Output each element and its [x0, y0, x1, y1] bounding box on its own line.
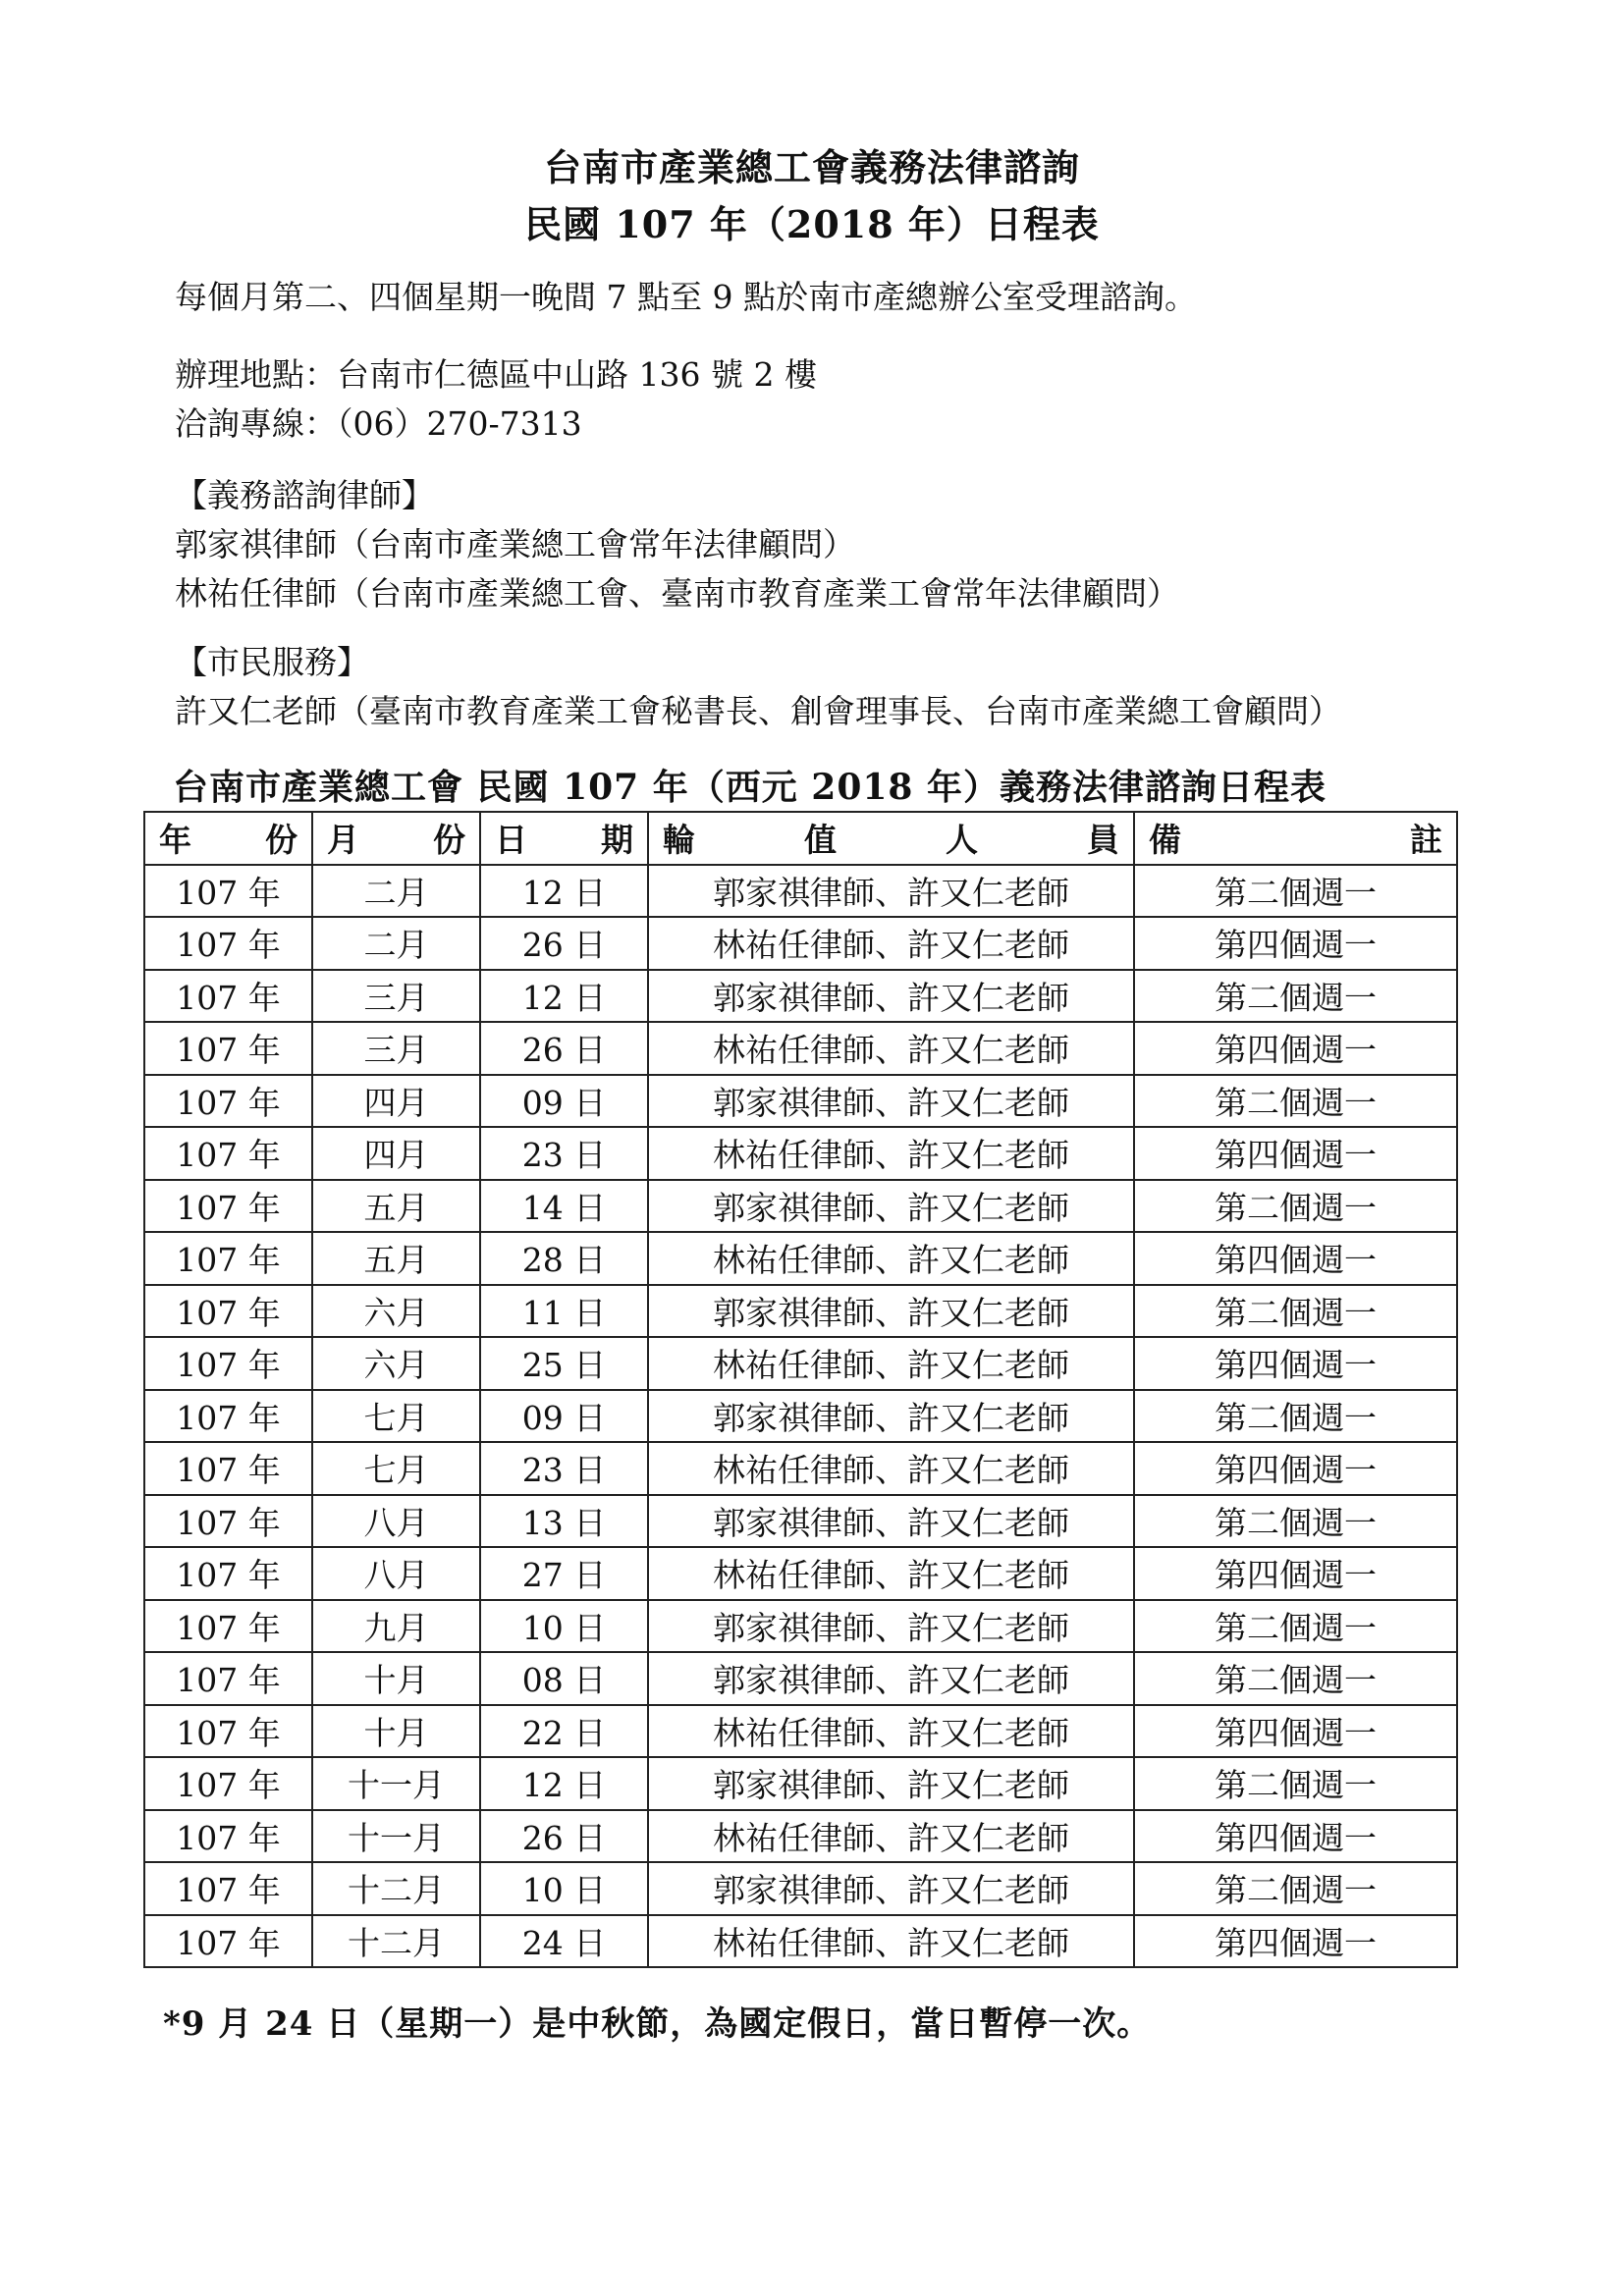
table-row	[144, 865, 1457, 918]
year-cell: 107 年	[144, 865, 312, 918]
header-char: 期	[601, 821, 633, 860]
remark-cell: 第二個週一	[1134, 1757, 1457, 1810]
date-cell: 28 日	[480, 1232, 648, 1285]
table-row	[144, 1180, 1457, 1233]
staff-cell: 郭家祺律師、許又仁老師	[648, 865, 1134, 918]
date-cell: 26 日	[480, 1810, 648, 1863]
schedule-table	[143, 811, 1458, 1968]
table-row	[144, 1547, 1457, 1600]
staff-cell: 郭家祺律師、許又仁老師	[648, 1652, 1134, 1705]
document-subtitle: 民國 107 年（2018 年）日程表	[524, 202, 1100, 246]
citizen-item: 許又仁老師（臺南市教育產業工會秘書長、創會理事長、台南市產業總工會顧問）	[175, 692, 1341, 730]
phone-line: 洽詢專線：（06）270-7313	[175, 404, 582, 443]
table-row	[144, 917, 1457, 970]
table-row	[144, 1390, 1457, 1443]
date-cell: 24 日	[480, 1915, 648, 1968]
month-cell: 四月	[312, 1127, 480, 1180]
staff-cell: 林祐任律師、許又仁老師	[648, 1022, 1134, 1075]
table-row	[144, 1757, 1457, 1810]
staff-cell: 林祐任律師、許又仁老師	[648, 1915, 1134, 1968]
year-cell: 107 年	[144, 1285, 312, 1338]
lawyer-item: 林祐任律師（台南市產業總工會、臺南市教育產業工會常年法律顧問）	[175, 574, 1179, 613]
year-cell: 107 年	[144, 1390, 312, 1443]
year-cell: 107 年	[144, 1022, 312, 1075]
staff-cell: 林祐任律師、許又仁老師	[648, 1232, 1134, 1285]
staff-cell: 郭家祺律師、許又仁老師	[648, 970, 1134, 1023]
table-row	[144, 1127, 1457, 1180]
date-cell: 10 日	[480, 1600, 648, 1653]
staff-cell: 郭家祺律師、許又仁老師	[648, 1600, 1134, 1653]
staff-cell: 郭家祺律師、許又仁老師	[648, 1757, 1134, 1810]
month-cell: 九月	[312, 1600, 480, 1653]
year-cell: 107 年	[144, 1862, 312, 1915]
date-cell: 09 日	[480, 1075, 648, 1128]
month-cell: 六月	[312, 1285, 480, 1338]
table-row	[144, 1915, 1457, 1968]
year-cell: 107 年	[144, 1442, 312, 1495]
header-char: 年	[159, 821, 191, 860]
month-header	[312, 812, 480, 865]
date-cell: 12 日	[480, 865, 648, 918]
header-char: 輪	[663, 821, 695, 860]
remark-cell: 第二個週一	[1134, 1180, 1457, 1233]
year-cell: 107 年	[144, 1547, 312, 1600]
staff-cell: 林祐任律師、許又仁老師	[648, 1442, 1134, 1495]
year-cell: 107 年	[144, 1180, 312, 1233]
date-cell: 23 日	[480, 1127, 648, 1180]
date-cell: 26 日	[480, 917, 648, 970]
header-char: 份	[265, 821, 298, 860]
year-cell: 107 年	[144, 970, 312, 1023]
contact-info	[175, 350, 817, 449]
date-cell: 26 日	[480, 1022, 648, 1075]
month-cell: 四月	[312, 1075, 480, 1128]
table-row	[144, 1022, 1457, 1075]
remark-cell: 第二個週一	[1134, 1862, 1457, 1915]
date-cell: 14 日	[480, 1180, 648, 1233]
table-row	[144, 1600, 1457, 1653]
date-cell: 09 日	[480, 1390, 648, 1443]
lawyers-section	[175, 471, 1179, 618]
remark-cell: 第二個週一	[1134, 970, 1457, 1023]
lawyer-item: 郭家祺律師（台南市產業總工會常年法律顧問）	[175, 525, 855, 563]
header-char: 月	[327, 821, 359, 860]
year-cell: 107 年	[144, 917, 312, 970]
date-cell: 12 日	[480, 1757, 648, 1810]
header-char: 備	[1149, 821, 1181, 860]
date-cell: 13 日	[480, 1495, 648, 1548]
remark-cell: 第四個週一	[1134, 1915, 1457, 1968]
staff-cell: 林祐任律師、許又仁老師	[648, 917, 1134, 970]
date-cell: 27 日	[480, 1547, 648, 1600]
date-cell: 08 日	[480, 1652, 648, 1705]
date-cell: 11 日	[480, 1285, 648, 1338]
citizen-service-section	[175, 638, 1341, 736]
intro-text: 每個月第二、四個星期一晚間 7 點至 9 點於南市產總辦公室受理諮詢。	[175, 278, 1197, 316]
month-cell: 十月	[312, 1652, 480, 1705]
table-title: 台南市產業總工會 民國 107 年（西元 2018 年）義務法律諮詢日程表	[173, 767, 1327, 808]
citizen-heading: 【市民服務】	[175, 643, 369, 681]
header-char: 註	[1410, 821, 1442, 860]
footnote: *9 月 24 日（星期一）是中秋節，為國定假日，當日暫停一次。	[163, 2004, 1152, 2044]
year-cell: 107 年	[144, 1705, 312, 1758]
month-cell: 三月	[312, 1022, 480, 1075]
remark-cell: 第四個週一	[1134, 1705, 1457, 1758]
staff-cell: 郭家祺律師、許又仁老師	[648, 1075, 1134, 1128]
staff-cell: 林祐任律師、許又仁老師	[648, 1705, 1134, 1758]
remark-cell: 第二個週一	[1134, 1075, 1457, 1128]
table-row	[144, 1337, 1457, 1390]
staff-cell: 郭家祺律師、許又仁老師	[648, 1180, 1134, 1233]
remark-cell: 第四個週一	[1134, 1232, 1457, 1285]
remark-header	[1134, 812, 1457, 865]
document-title: 台南市產業總工會義務法律諮詢	[543, 145, 1080, 189]
header-char: 值	[804, 821, 837, 860]
remark-cell: 第二個週一	[1134, 1390, 1457, 1443]
year-cell: 107 年	[144, 1915, 312, 1968]
month-cell: 八月	[312, 1495, 480, 1548]
month-cell: 三月	[312, 970, 480, 1023]
month-cell: 五月	[312, 1180, 480, 1233]
remark-cell: 第二個週一	[1134, 1600, 1457, 1653]
staff-cell: 郭家祺律師、許又仁老師	[648, 1495, 1134, 1548]
table-row	[144, 1705, 1457, 1758]
month-cell: 十一月	[312, 1757, 480, 1810]
remark-cell: 第二個週一	[1134, 1285, 1457, 1338]
month-cell: 十月	[312, 1705, 480, 1758]
remark-cell: 第二個週一	[1134, 1652, 1457, 1705]
header-char: 人	[946, 821, 978, 860]
year-cell: 107 年	[144, 1495, 312, 1548]
date-header	[480, 812, 648, 865]
table-header-row	[144, 812, 1457, 865]
table-row	[144, 1232, 1457, 1285]
year-cell: 107 年	[144, 1127, 312, 1180]
month-cell: 十二月	[312, 1862, 480, 1915]
table-row	[144, 1285, 1457, 1338]
year-cell: 107 年	[144, 1600, 312, 1653]
staff-cell: 林祐任律師、許又仁老師	[648, 1127, 1134, 1180]
remark-cell: 第四個週一	[1134, 1022, 1457, 1075]
month-cell: 五月	[312, 1232, 480, 1285]
table-row	[144, 970, 1457, 1023]
remark-cell: 第四個週一	[1134, 1127, 1457, 1180]
table-row	[144, 1810, 1457, 1863]
table-row	[144, 1652, 1457, 1705]
remark-cell: 第四個週一	[1134, 1810, 1457, 1863]
staff-cell: 郭家祺律師、許又仁老師	[648, 1285, 1134, 1338]
staff-cell: 林祐任律師、許又仁老師	[648, 1547, 1134, 1600]
staff-cell: 林祐任律師、許又仁老師	[648, 1810, 1134, 1863]
header-char: 日	[495, 821, 527, 860]
year-cell: 107 年	[144, 1337, 312, 1390]
month-cell: 二月	[312, 917, 480, 970]
header-char: 員	[1087, 821, 1119, 860]
table-row	[144, 1075, 1457, 1128]
month-cell: 八月	[312, 1547, 480, 1600]
remark-cell: 第四個週一	[1134, 1442, 1457, 1495]
date-cell: 22 日	[480, 1705, 648, 1758]
month-cell: 二月	[312, 865, 480, 918]
month-cell: 十一月	[312, 1810, 480, 1863]
month-cell: 六月	[312, 1337, 480, 1390]
staff-cell: 郭家祺律師、許又仁老師	[648, 1862, 1134, 1915]
table-row	[144, 1442, 1457, 1495]
month-cell: 十二月	[312, 1915, 480, 1968]
date-cell: 25 日	[480, 1337, 648, 1390]
month-cell: 七月	[312, 1442, 480, 1495]
staff-cell: 林祐任律師、許又仁老師	[648, 1337, 1134, 1390]
year-cell: 107 年	[144, 1757, 312, 1810]
staff-header	[648, 812, 1134, 865]
table-row	[144, 1495, 1457, 1548]
remark-cell: 第四個週一	[1134, 1337, 1457, 1390]
document-header	[0, 139, 1624, 253]
date-cell: 23 日	[480, 1442, 648, 1495]
remark-cell: 第二個週一	[1134, 865, 1457, 918]
date-cell: 10 日	[480, 1862, 648, 1915]
remark-cell: 第二個週一	[1134, 1495, 1457, 1548]
year-cell: 107 年	[144, 1652, 312, 1705]
year-cell: 107 年	[144, 1232, 312, 1285]
month-cell: 七月	[312, 1390, 480, 1443]
remark-cell: 第四個週一	[1134, 1547, 1457, 1600]
header-char: 份	[433, 821, 465, 860]
table-row	[144, 1862, 1457, 1915]
year-cell: 107 年	[144, 1075, 312, 1128]
lawyers-heading: 【義務諮詢律師】	[175, 476, 434, 514]
date-cell: 12 日	[480, 970, 648, 1023]
year-header	[144, 812, 312, 865]
remark-cell: 第四個週一	[1134, 917, 1457, 970]
staff-cell: 郭家祺律師、許又仁老師	[648, 1390, 1134, 1443]
year-cell: 107 年	[144, 1810, 312, 1863]
address-line: 辦理地點：台南市仁德區中山路 136 號 2 樓	[175, 355, 817, 394]
